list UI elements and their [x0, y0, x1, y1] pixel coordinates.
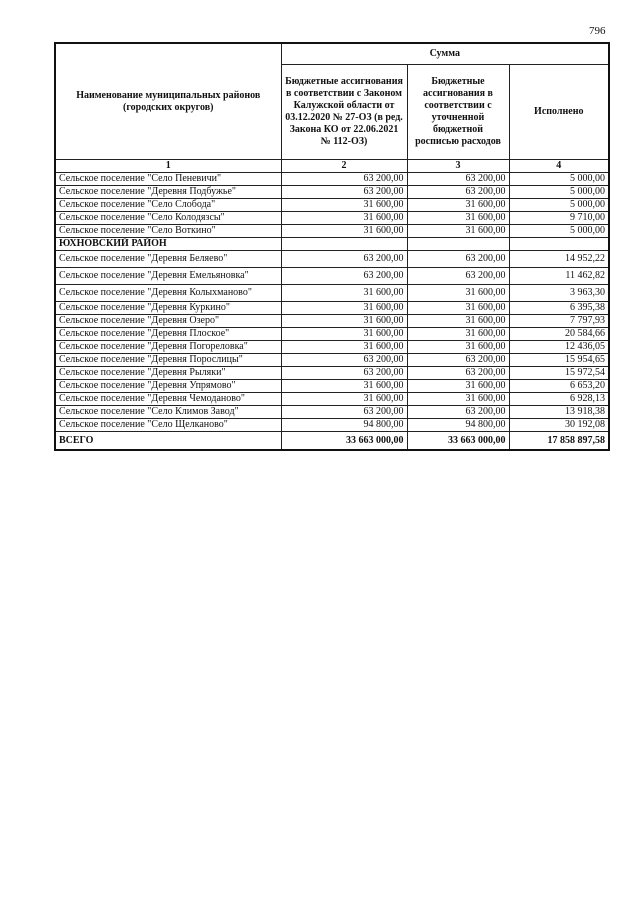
row-v4: 7 797,93 [509, 315, 609, 328]
row-v4: 11 462,82 [509, 268, 609, 285]
row-name: Сельское поселение "Село Щелканово" [55, 419, 281, 432]
row-v2: 63 200,00 [281, 268, 407, 285]
row-v3: 31 600,00 [407, 225, 509, 238]
header-col3: Бюджетные ассигнования в соответствии с уточненной бюджетной росписью расходов [407, 65, 509, 160]
row-name: Сельское поселение "Деревня Беляево" [55, 251, 281, 268]
row-v4: 15 972,54 [509, 367, 609, 380]
table-row [55, 354, 609, 367]
row-v3: 31 600,00 [407, 393, 509, 406]
row-v4: 5 000,00 [509, 186, 609, 199]
row-v3: 31 600,00 [407, 328, 509, 341]
table-row [55, 380, 609, 393]
row-name: Сельское поселение "Деревня Упрямово" [55, 380, 281, 393]
row-v3: 63 200,00 [407, 367, 509, 380]
page-number: 796 [589, 25, 606, 37]
row-v2: 63 200,00 [281, 251, 407, 268]
row-v4: 30 192,08 [509, 419, 609, 432]
table-row [55, 419, 609, 432]
row-name: Сельское поселение "Село Пеневичи" [55, 173, 281, 186]
header-num-2: 2 [281, 160, 407, 173]
table-row [55, 393, 609, 406]
table-row [55, 199, 609, 212]
row-v3: 31 600,00 [407, 380, 509, 393]
row-v2: 31 600,00 [281, 212, 407, 225]
total-v2: 33 663 000,00 [281, 432, 407, 451]
district-name: ЮХНОВСКИЙ РАЙОН [55, 238, 281, 251]
row-v2: 31 600,00 [281, 380, 407, 393]
row-v2: 63 200,00 [281, 173, 407, 186]
row-v2: 31 600,00 [281, 199, 407, 212]
header-name: Наименование муниципальных районов (городских округов) [55, 43, 281, 160]
table-row [55, 186, 609, 199]
header-sum: Сумма [281, 43, 609, 65]
table-row [55, 285, 609, 302]
row-v3: 31 600,00 [407, 212, 509, 225]
row-v2: 63 200,00 [281, 367, 407, 380]
header-num-4: 4 [509, 160, 609, 173]
row-v3: 31 600,00 [407, 341, 509, 354]
row-name: Сельское поселение "Село Слобода" [55, 199, 281, 212]
row-v4: 9 710,00 [509, 212, 609, 225]
district-row [55, 238, 609, 251]
row-v4: 13 918,38 [509, 406, 609, 419]
total-v3: 33 663 000,00 [407, 432, 509, 451]
row-name: Сельское поселение "Деревня Погореловка" [55, 341, 281, 354]
row-v3: 63 200,00 [407, 406, 509, 419]
row-v2: 63 200,00 [281, 354, 407, 367]
row-v3: 31 600,00 [407, 285, 509, 302]
row-name: Сельское поселение "Деревня Куркино" [55, 302, 281, 315]
row-v4: 3 963,30 [509, 285, 609, 302]
table-row [55, 212, 609, 225]
row-v4: 5 000,00 [509, 173, 609, 186]
table-row [55, 367, 609, 380]
row-v3: 63 200,00 [407, 354, 509, 367]
row-v2: 31 600,00 [281, 302, 407, 315]
row-v4: 5 000,00 [509, 225, 609, 238]
table-row [55, 328, 609, 341]
row-v4: 14 952,22 [509, 251, 609, 268]
row-v4: 6 395,38 [509, 302, 609, 315]
row-v2: 63 200,00 [281, 186, 407, 199]
row-v2: 31 600,00 [281, 328, 407, 341]
total-v4: 17 858 897,58 [509, 432, 609, 451]
row-v3: 31 600,00 [407, 199, 509, 212]
row-name: Сельское поселение "Село Воткино" [55, 225, 281, 238]
row-v2: 63 200,00 [281, 406, 407, 419]
row-v3: 63 200,00 [407, 251, 509, 268]
row-v3: 63 200,00 [407, 268, 509, 285]
table-row [55, 302, 609, 315]
row-name: Сельское поселение "Деревня Чемоданово" [55, 393, 281, 406]
row-v4: 6 928,13 [509, 393, 609, 406]
header-col2: Бюджетные ассигнования в соответствии с Законом Калужской области от 03.12.2020 № 27-ОЗ (в ред. Закона КО от 22.06.2021 № 112-ОЗ) [281, 65, 407, 160]
total-label: ВСЕГО [55, 432, 281, 451]
table-row [55, 341, 609, 354]
table-row [55, 406, 609, 419]
table-row [55, 225, 609, 238]
row-name: Сельское поселение "Деревня Емельяновка" [55, 268, 281, 285]
header-num-3: 3 [407, 160, 509, 173]
row-v2: 31 600,00 [281, 393, 407, 406]
table-row [55, 315, 609, 328]
row-v3: 31 600,00 [407, 315, 509, 328]
row-v3: 94 800,00 [407, 419, 509, 432]
row-name: Сельское поселение "Село Климов Завод" [55, 406, 281, 419]
row-v3: 63 200,00 [407, 186, 509, 199]
row-name: Сельское поселение "Деревня Колыхманово" [55, 285, 281, 302]
row-v2: 31 600,00 [281, 225, 407, 238]
row-name: Сельское поселение "Деревня Озеро" [55, 315, 281, 328]
total-row [55, 432, 609, 451]
row-v4: 6 653,20 [509, 380, 609, 393]
row-v2: 31 600,00 [281, 341, 407, 354]
header-col4: Исполнено [509, 65, 609, 160]
row-v3: 31 600,00 [407, 302, 509, 315]
row-name: Сельское поселение "Деревня Плоское" [55, 328, 281, 341]
row-name: Сельское поселение "Деревня Рыляки" [55, 367, 281, 380]
row-name: Сельское поселение "Деревня Порослицы" [55, 354, 281, 367]
row-v2: 31 600,00 [281, 285, 407, 302]
table-row [55, 173, 609, 186]
row-name: Сельское поселение "Село Колодязсы" [55, 212, 281, 225]
row-v2: 31 600,00 [281, 315, 407, 328]
table-row [55, 251, 609, 268]
row-v4: 15 954,65 [509, 354, 609, 367]
table-row [55, 268, 609, 285]
row-v2: 94 800,00 [281, 419, 407, 432]
row-v4: 12 436,05 [509, 341, 609, 354]
budget-table [54, 42, 610, 451]
row-v4: 5 000,00 [509, 199, 609, 212]
row-v3: 63 200,00 [407, 173, 509, 186]
row-name: Сельское поселение "Деревня Подбужье" [55, 186, 281, 199]
row-v4: 20 584,66 [509, 328, 609, 341]
header-num-1: 1 [55, 160, 281, 173]
